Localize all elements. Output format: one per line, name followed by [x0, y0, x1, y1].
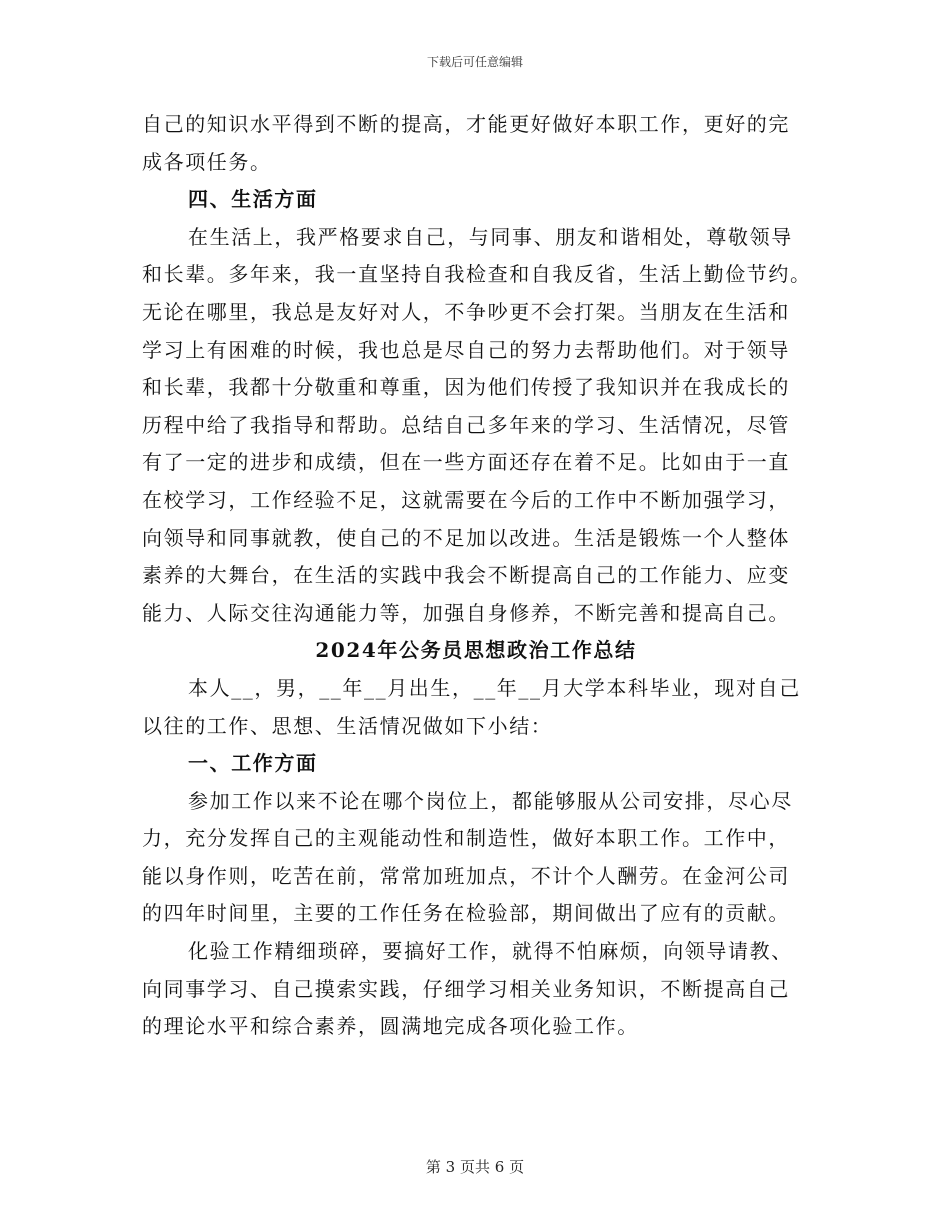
paragraph-line: 向领导和同事就教，使自己的不足加以改进。生活是锻炼一个人整体: [142, 525, 790, 550]
paragraph-line: 能力、人际交往沟通能力等，加强自身修养，不断完善和提高自己。: [142, 600, 790, 625]
paragraph-line: 自己的知识水平得到不断的提高，才能更好做好本职工作，更好的完: [142, 112, 790, 136]
paragraph-line: 能以身作则，吃苦在前，常常加班加点，不计个人酬劳。在金河公司: [142, 863, 790, 888]
paragraph-line: 参加工作以来不论在哪个岗位上，都能够服从公司安排，尽心尽: [188, 788, 793, 813]
paragraph-line: 力，充分发挥自己的主观能动性和制造性，做好本职工作。工作中，: [142, 826, 790, 851]
paragraph-line: 在校学习，工作经验不足，这就需要在今后的工作中不断加强学习，: [142, 487, 790, 512]
paragraph-line: 的四年时间里，主要的工作任务在检验部，期间做出了应有的贡献。: [142, 901, 790, 926]
paragraph-line: 化验工作精细琐碎，要搞好工作，就得不怕麻烦，向领导请教、: [188, 939, 793, 964]
paragraph-line: 本人__，男，__年__月出生，__年__月大学本科毕业，现对自己: [188, 675, 801, 700]
paragraph-line: 和长辈，我都十分敬重和尊重，因为他们传授了我知识并在我成长的: [142, 375, 790, 400]
section-heading-life: 四、生活方面: [188, 187, 318, 212]
paragraph-line: 的理论水平和综合素养，圆满地完成各项化验工作。: [142, 1014, 639, 1039]
document-body: [142, 106, 810, 1046]
document-title: 2024年公务员思想政治工作总结: [315, 638, 637, 663]
paragraph-line: 成各项任务。: [142, 149, 272, 174]
paragraph-line: 历程中给了我指导和帮助。总结自己多年来的学习、生活情况，尽管: [142, 412, 790, 437]
paragraph-line: 素养的大舞台，在生活的实践中我会不断提高自己的工作能力、应变: [142, 563, 790, 588]
section-heading-work: 一、工作方面: [188, 751, 318, 776]
page-footer: 第 3 页共 6 页: [425, 1158, 525, 1176]
paragraph-line: 以往的工作、思想、生活情况做如下小结：: [142, 713, 553, 738]
paragraph-line: 无论在哪里，我总是友好对人，不争吵更不会打架。当朋友在生活和: [142, 299, 790, 324]
page-header: 下载后可任意编辑: [426, 55, 523, 69]
paragraph-line: 和长辈。多年来，我一直坚持自我检查和自我反省，生活上勤俭节约。: [142, 262, 812, 287]
paragraph-line: 在生活上，我严格要求自己，与同事、朋友和谐相处，尊敬领导: [188, 224, 793, 249]
paragraph-line: 有了一定的进步和成绩，但在一些方面还存在着不足。比如由于一直: [142, 450, 790, 475]
paragraph-line: 向同事学习、自己摸索实践，仔细学习相关业务知识，不断提高自己: [142, 976, 790, 1001]
paragraph-line: 学习上有困难的时候，我也总是尽自己的努力去帮助他们。对于领导: [142, 337, 790, 362]
